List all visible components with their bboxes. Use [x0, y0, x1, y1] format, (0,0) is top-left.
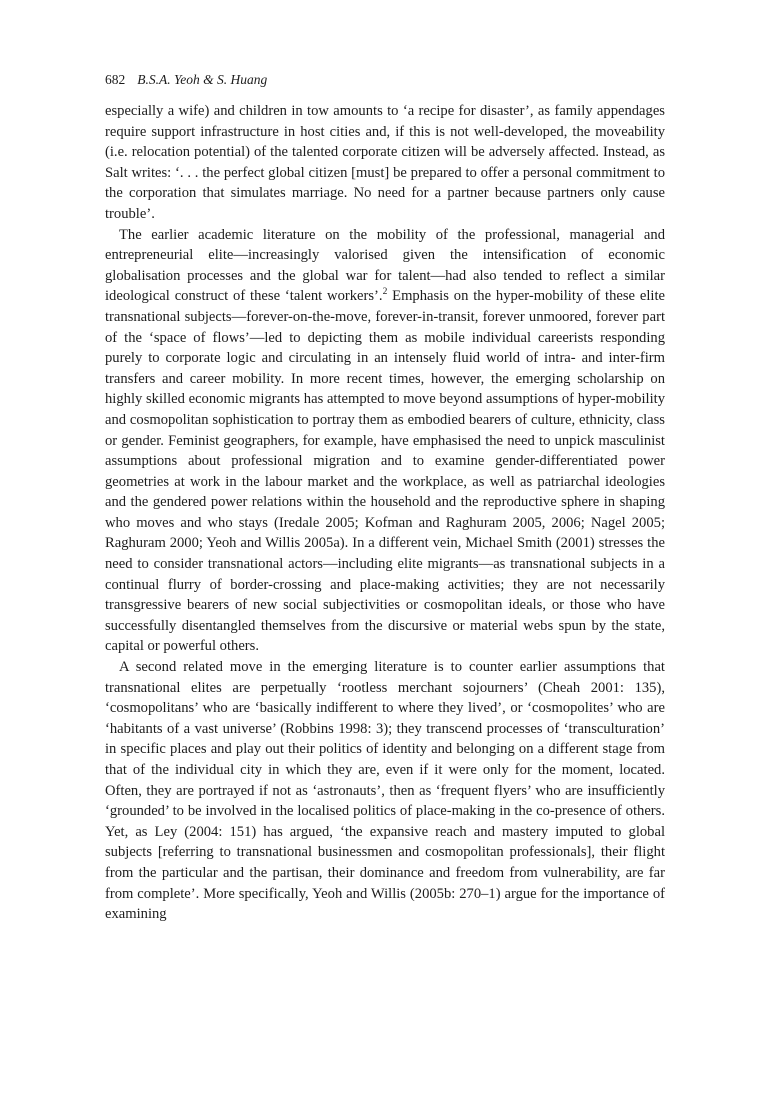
running-head: [105, 70, 665, 90]
paragraph-3: [105, 657, 665, 925]
paragraph-3-text: A second related move in the emerging literature is to counter earlier assumptions that transnational elites are perpetually ‘rootless merchant sojourners’ (Cheah 2001: 135), ‘cosmopolitans’ who are ‘basically indifferent to where they lived’, or ‘cosmopolites’ who are ‘habitants of a vast universe’ (Robbins 1998: 3); they transcend processes of ‘transculturation’ in specific places and play out their politics of identity and belonging on a different stage from that of the individual city in which they are, even if it were only for the moment, located. Often, they are portrayed if not as ‘astronauts’, then as ‘frequent flyers’ who are insufficiently ‘grounded’ to be involved in the localised politics of place-making in the co-presence of others. Yet, as Ley (2004: 151) has argued, ‘the expansive reach and mastery imputed to global subjects [referring to transnational businessmen and cosmopolitan professionals], their flight from the particular and the partisan, their dominance and freedom from vulnerability, are far from complete’. More specifically, Yeoh and Willis (2005b: 270–1) argue for the importance of examining: [105, 659, 665, 923]
paragraph-1: [105, 101, 665, 225]
paragraph-2-text-after-note: Emphasis on the hyper-mobility of these elite transnational subjects—forever-on-the-move, forever-in-transit, forever unmoored, forever part of the ‘space of flows’—led to depicting them as mobile individual careerists responding purely to corporate logic and circulating in an intensely fluid world of intra- and inter-firm transfers and career mobility. In more recent times, however, the emerging scholarship on highly skilled economic migrants has attempted to move beyond assumptions of hyper-mobility and cosmopolitan sophistication to portray them as embodied bearers of culture, ethnicity, class or gender. Feminist geographers, for example, have emphasised the need to unpick masculinist assumptions about professional migration and to examine gender-differentiated power geometries at work in the labour market and the workplace, as well as patriarchal ideologies and the gendered power relations within the household and the reproductive sphere in shaping who moves and who stays (Iredale 2005; Kofman and Raghuram 2005, 2006; Nagel 2005; Raghuram 2000; Yeoh and Willis 2005a). In a different vein, Michael Smith (2001) stresses the need to consider transnational actors—including elite migrants—as transnational subjects in a continual flurry of border-crossing and place-making activities; they are not necessarily transgressive bearers of new social subjectivities or cosmopolitan ideals, or those who have successfully disentangled themselves from the discursive or material webs spun by the state, capital or powerful others.: [105, 288, 665, 655]
paragraph-2: [105, 225, 665, 657]
page-number: 682: [105, 72, 126, 87]
footnote-marker-2[interactable]: 2: [382, 287, 388, 298]
running-head-authors: B.S.A. Yeoh & S. Huang: [137, 72, 268, 87]
paragraph-1-text: especially a wife) and children in tow amounts to ‘a recipe for disaster’, as family appendages require support infrastructure in host cities and, if this is not well-developed, the moveability (i.e. relocation potential) of the talented corporate citizen will be adversely affected. Instead, as Salt writes: ‘. . . the perfect global citizen [must] be prepared to offer a personal commitment to the corporation that simulates marriage. No need for a partner because partners only cause trouble’.: [105, 103, 665, 222]
paragraph-2-text-before-note: The earlier academic literature on the mobility of the professional, managerial and entrepreneurial elite—increasingly valorised given the intensification of economic globalisation processes and the global war for talent—had also tended to reflect a similar ideological construct of these ‘talent workers’.: [105, 226, 665, 305]
page: [105, 70, 665, 925]
